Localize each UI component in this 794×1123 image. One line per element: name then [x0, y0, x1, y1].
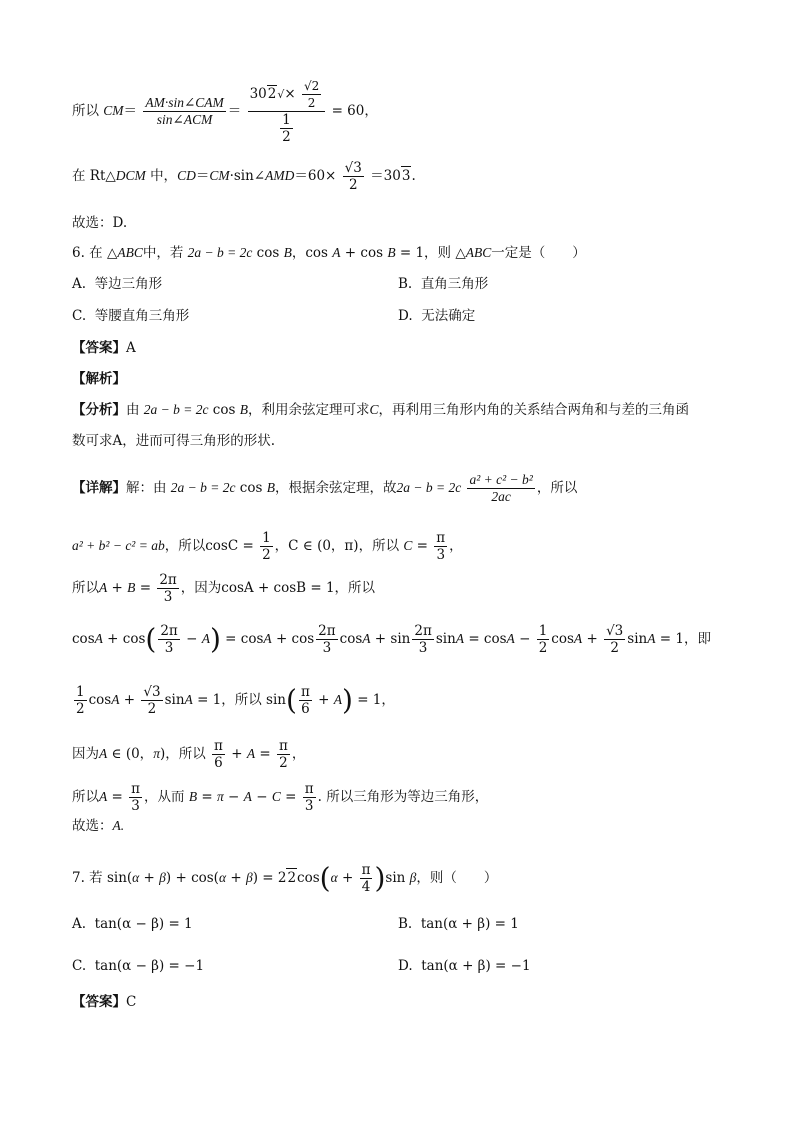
q6-final-answer: 故选：A.	[72, 818, 125, 834]
q6-stem: 6. 在 △ABC中，若 2a − b = 2c cos B，cos A + cos B = 1，则 △ABC一定是（ ）	[72, 245, 586, 261]
q6-a-plus-b: 所以A + B = $\frac{2\pi}{3}$ ，因为cosA + cosB = 1，所以	[72, 572, 376, 605]
q5-cm-formula: 所以 CM＝ $\frac{\text{AM·sin∠CAM}}{\text{sin∠ACM}}$ ＝ 302√× $\frac{√2}{2}$ $\frac{1}{2}$ = 60，	[72, 79, 378, 145]
q6-xiangjie: 【详解】解：由 2a − b = 2c cos B，根据余弦定理，故2a − b = 2c $\frac{\text{a² + c² − b²}}{2ac}$ ，所以	[72, 472, 578, 504]
q7-option-d: D. tan(α + β) = −1	[398, 958, 531, 974]
q6-option-b: B. 直角三角形	[398, 276, 489, 292]
q7-option-c: C. tan(α − β) = −1	[72, 958, 205, 974]
q6-cosc: a² + b² − c² = ab，所以cosC = $\frac{1}{2}$ ，C ∈ (0，π)，所以 C = $\frac{\pi}{3}$ ，	[72, 530, 463, 563]
q6-option-a: A. 等边三角形	[72, 276, 163, 292]
q7-option-b: B. tan(α + β) = 1	[398, 916, 519, 932]
q6-answer: 【答案】A	[72, 340, 136, 356]
q7-option-a: A. tan(α − β) = 1	[72, 916, 193, 932]
q6-sin-equation: $\frac{1}{2}$ cosA + $\frac{√3}{2}$ sinA = 1，所以 sin( $\frac{\pi}{6}$ + A) = 1，	[76, 683, 395, 717]
q7-stem: 7. 若 sin(α + β) + cos(α + β) = 22cos(α + $\frac{\pi}{4}$ )sin β，则（ ）	[72, 861, 498, 895]
q6-fenxi-line2: 数可求A，进而可得三角形的形状.	[72, 433, 276, 449]
q6-option-d: D. 无法确定	[398, 308, 476, 324]
q5-cd-formula: 在 Rt△DCM 中，CD＝CM·sin∠AMD＝60× $\frac{√3}{2}$ ＝303.	[72, 160, 416, 193]
q6-cos-expansion: cosA + cos( $\frac{2\pi}{3}$ − A) = cosA + cos $\frac{2\pi}{3}$ cosA + sin $\frac{2\pi}{3}$ sinA = cosA − $\frac{1}{2}$ cosA + $\frac{√3}{2}$ sinA = 1，即	[72, 622, 711, 656]
q5-final-answer: 故选：D.	[72, 215, 128, 231]
q6-fenxi: 【分析】由 2a − b = 2c cos B，利用余弦定理可求C，再利用三角形内角的关系结合两角和与差的三角函	[72, 402, 689, 418]
q6-analysis-heading: 【解析】	[72, 371, 126, 387]
q6-a-range: 因为A ∈ (0，π)，所以 $\frac{\pi}{6}$ + A = $\frac{\pi}{2}$ ，	[72, 738, 306, 771]
q7-answer: 【答案】C	[72, 994, 137, 1010]
q6-option-c: C. 等腰直角三角形	[72, 308, 190, 324]
q6-conclusion: 所以A = $\frac{\pi}{3}$ ，从而 B = π − A − C = $\frac{\pi}{3}$ . 所以三角形为等边三角形，	[72, 781, 489, 814]
